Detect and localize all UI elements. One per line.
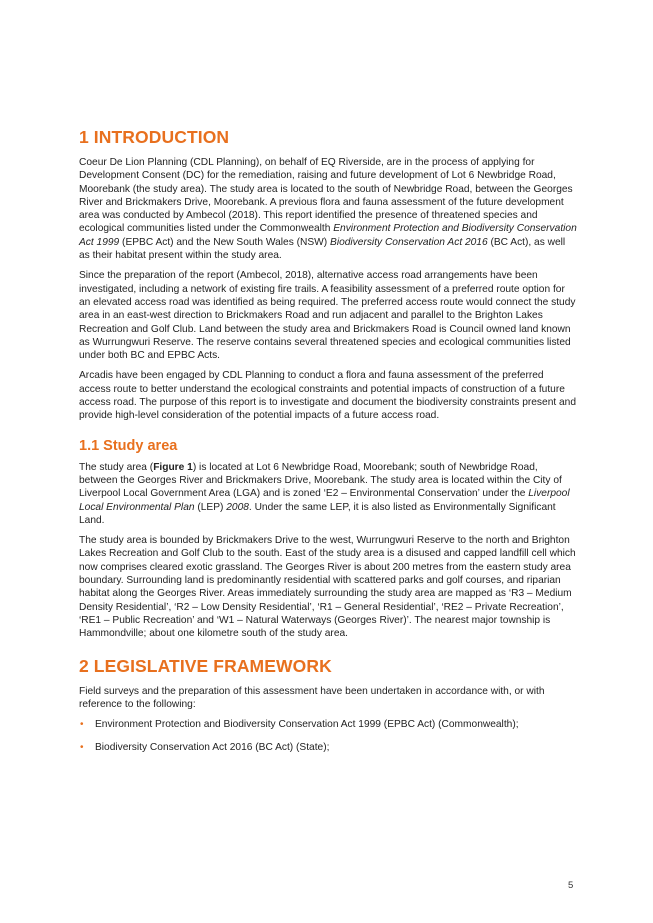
figure-reference-link[interactable]: Figure 1 xyxy=(153,461,193,473)
epbc-act-title: Environment Protection and Biodiversity Conservation Act 1999 xyxy=(79,223,577,248)
bc-act-title: Biodiversity Conservation Act 2016 xyxy=(330,236,488,248)
list-item: • Environment Protection and Biodiversity Conservation Act 1999 (EPBC Act) (Commonwealth); xyxy=(80,719,519,731)
section-heading-introduction: 1 INTRODUCTION xyxy=(79,127,230,147)
legislation-list xyxy=(79,718,577,755)
page-content xyxy=(79,126,577,765)
bullet-icon: • xyxy=(80,719,84,731)
list-item: • Biodiversity Conservation Act 2016 (BC Act) (State); xyxy=(80,742,330,754)
lep-title: Liverpool Local Environmental Plan xyxy=(79,488,570,513)
section-heading-legislative-framework: 2 LEGISLATIVE FRAMEWORK xyxy=(79,655,332,676)
study-area-paragraph-1: The study area (Figure 1) is located at Lot 6 Newbridge Road, Moorebank; south of Newbridge Road, between the Georges River and Brickmakers Drive, Moorebank. The study area is located within the City of Liverpool Local Government Area (LGA) and is zoned ‘E2 – Environmental Conservation’ under the Liverpool Local Environmental Plan (LEP) 2008. Under the same LEP, it is also listed as Environmentally Significant Land. xyxy=(79,461,570,526)
subsection-heading-study-area: 1.1 Study area xyxy=(79,437,178,454)
intro-paragraph-2: Since the preparation of the report (Ambecol, 2018), alternative access road arrangements have been investigated, including a network of existing fire trails. A feasibility assessment of a preferred route option for an elevated access road was identified as being required. The preferred access route would connect the study area in an east-west direction to Brickmakers Road and run adjacent and parallel to the Brighton Lakes Recreation and Golf Club. Land between the study area and Brickmakers Road is Council owned land known as Wurrungwuri Reserve. The reserve contains several threatened species and ecological communities listed under both BC and EPBC Acts. xyxy=(79,270,576,362)
intro-paragraph-1: Coeur De Lion Planning (CDL Planning), on behalf of EQ Riverside, are in the process of applying for Development Consent (DC) for the remediation, raising and future development of Lot 6 Newbridge Road, Moorebank (the study area). The study area is located to the south of Newbridge Road, between the Georges River and Brickmakers Drive, Moorebank. A previous flora and fauna assessment of the future development area was conducted by Ambecol (2018). This report identified the presence of threatened species and ecological communities listed under the Commonwealth Environment Protection and Biodiversity Conservation Act 1999 (EPBC Act) and the New South Wales (NSW) Biodiversity Conservation Act 2016 (BC Act), as well as their habitat present within the study area. xyxy=(79,157,577,262)
study-area-paragraph-2: The study area is bounded by Brickmakers Drive to the west, Wurrungwuri Reserve to the north and Brighton Lakes Recreation and Golf Club to the south. East of the study area is a disused and capped landfill cell which now comprises cleared exotic grassland. The Georges River is about 200 metres from the eastern study area boundary. Surrounding land is predominantly residential with scattered parks and golf courses, and riparian habitat along the Georges River. Areas immediately surrounding the study area are mapped as ‘R3 – Medium Density Residential’, ‘R2 – Low Density Residential’, ‘R1 – General Residential’, ‘RE2 – Private Recreation’, ‘RE1 – Public Recreation’ and ‘W1 – Natural Waterways (Georges River)’. The nearest major township is Hammondville; about one kilometre south of the study area. xyxy=(79,535,576,640)
lep-year: 2008 xyxy=(226,501,249,513)
bullet-icon: • xyxy=(80,742,84,754)
intro-paragraph-3: Arcadis have been engaged by CDL Planning to conduct a flora and fauna assessment of the preferred access route to better understand the ecological constraints and potential impacts of construction of a future access road. The purpose of this report is to investigate and document the biodiversity constraints present and provide high-level consideration of the potential impacts of a future access road. xyxy=(79,370,577,422)
legislative-intro-paragraph: Field surveys and the preparation of this assessment have been undertaken in accordance with, or with reference to the following: xyxy=(79,685,545,710)
page-number: 5 xyxy=(568,880,574,891)
